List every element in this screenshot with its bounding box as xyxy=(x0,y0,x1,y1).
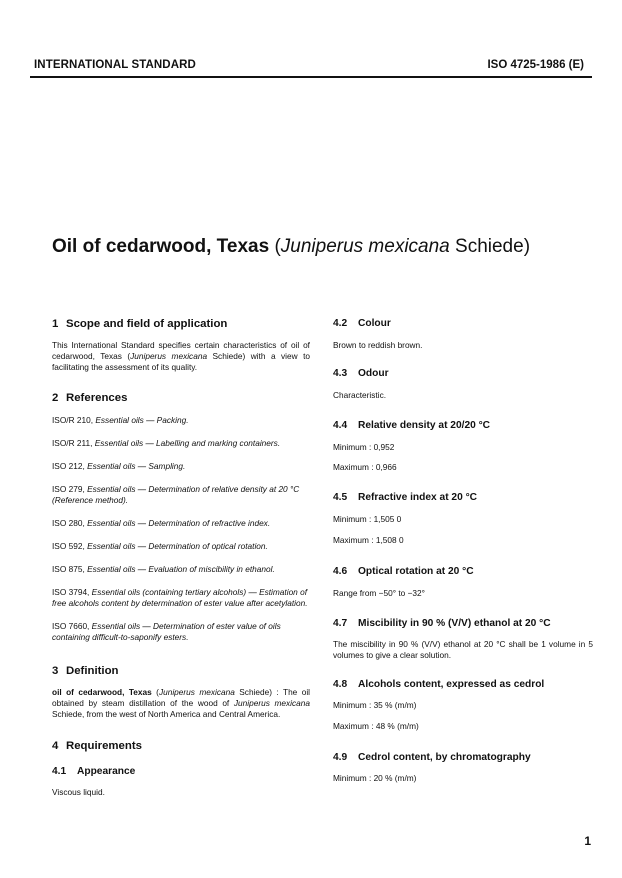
odour-value: Characteristic. xyxy=(333,390,387,400)
section-4-heading: 4 Requirements xyxy=(52,740,142,752)
cedrol-minimum: Minimum : 20 % (m/m) xyxy=(333,773,417,783)
section-2-heading: 2 References xyxy=(52,392,128,404)
title-main: Oil of cedarwood, Texas xyxy=(52,236,270,257)
refractive-minimum: Minimum : 1,505 0 xyxy=(333,514,402,524)
section-3-heading: 3 Definition xyxy=(52,665,119,677)
title-author: Schiede) xyxy=(455,236,531,257)
reference-item: ISO 3794, Essential oils (containing tertiary alcohols) — Estimation of free alcohols content by determination of ester value after acetylation. xyxy=(52,587,308,608)
reference-item: ISO 212, Essential oils — Sampling. xyxy=(52,461,186,471)
header-document-number: ISO 4725-1986 (E) xyxy=(487,59,584,71)
scope-text: This International Standard specifies certain characteristics of oil of cedarwood, Texas (Juniperus mexicana Schiede) with a view to facilitating the assessment of its quality. xyxy=(52,340,310,372)
subsection-4-1-heading: 4.1 Appearance xyxy=(52,766,136,777)
header-standard-label: INTERNATIONAL STANDARD xyxy=(34,59,196,71)
title-paren: ( xyxy=(274,236,281,257)
miscibility-text: The miscibility in 90 % (V/V) ethanol at 20 °C shall be 1 volume in 5 volumes to give a clear solution. xyxy=(333,639,593,660)
refractive-maximum: Maximum : 1,508 0 xyxy=(333,535,404,545)
reference-item: ISO/R 211, Essential oils — Labelling and marking containers. xyxy=(52,438,281,448)
alcohols-minimum: Minimum : 35 % (m/m) xyxy=(333,700,417,710)
subsection-4-5-heading: 4.5 Refractive index at 20 °C xyxy=(333,492,478,503)
colour-value: Brown to reddish brown. xyxy=(333,340,423,350)
section-1-heading: 1 Scope and field of application xyxy=(52,318,228,330)
subsection-4-2-heading: 4.2 Colour xyxy=(333,318,391,329)
reference-item: ISO 280, Essential oils — Determination of refractive index. xyxy=(52,518,271,528)
subsection-4-8-heading: 4.8 Alcohols content, expressed as cedrol xyxy=(333,679,545,690)
page-number: 1 xyxy=(584,834,591,848)
header-rule xyxy=(30,76,592,78)
right-column xyxy=(333,318,593,784)
reference-item: ISO 592, Essential oils — Determination of optical rotation. xyxy=(52,541,268,551)
title-species: Juniperus mexicana xyxy=(280,236,450,257)
reference-item: ISO 279, Essential oils — Determination of relative density at 20 °C (Reference method). xyxy=(52,484,300,505)
subsection-4-4-heading: 4.4 Relative density at 20/20 °C xyxy=(333,420,491,431)
reference-item: ISO 875, Essential oils — Evaluation of miscibility in ethanol. xyxy=(52,564,275,574)
subsection-4-9-heading: 4.9 Cedrol content, by chromatography xyxy=(333,752,531,763)
subsection-4-7-heading: 4.7 Miscibility in 90 % (V/V) ethanol at 20 °C xyxy=(333,618,551,629)
subsection-4-6-heading: 4.6 Optical rotation at 20 °C xyxy=(333,566,474,577)
reference-item: ISO/R 210, Essential oils — Packing. xyxy=(52,415,189,425)
left-column xyxy=(52,318,310,798)
density-maximum: Maximum : 0,966 xyxy=(333,462,397,472)
subsection-4-3-heading: 4.3 Odour xyxy=(333,368,389,379)
alcohols-maximum: Maximum : 48 % (m/m) xyxy=(333,721,419,731)
appearance-value: Viscous liquid. xyxy=(52,787,105,797)
document-title xyxy=(52,236,530,258)
reference-item: ISO 7660, Essential oils — Determination of ester value of oils containing difficult-to-saponify esters. xyxy=(52,621,281,642)
optical-rotation-range: Range from −50° to −32° xyxy=(333,588,425,598)
definition-text: oil of cedarwood, Texas (Juniperus mexicana Schiede) : The oil obtained by steam distillation of the wood of Juniperus mexicana Schiede, from the west of North America and Central America. xyxy=(52,687,311,719)
density-minimum: Minimum : 0,952 xyxy=(333,442,395,452)
